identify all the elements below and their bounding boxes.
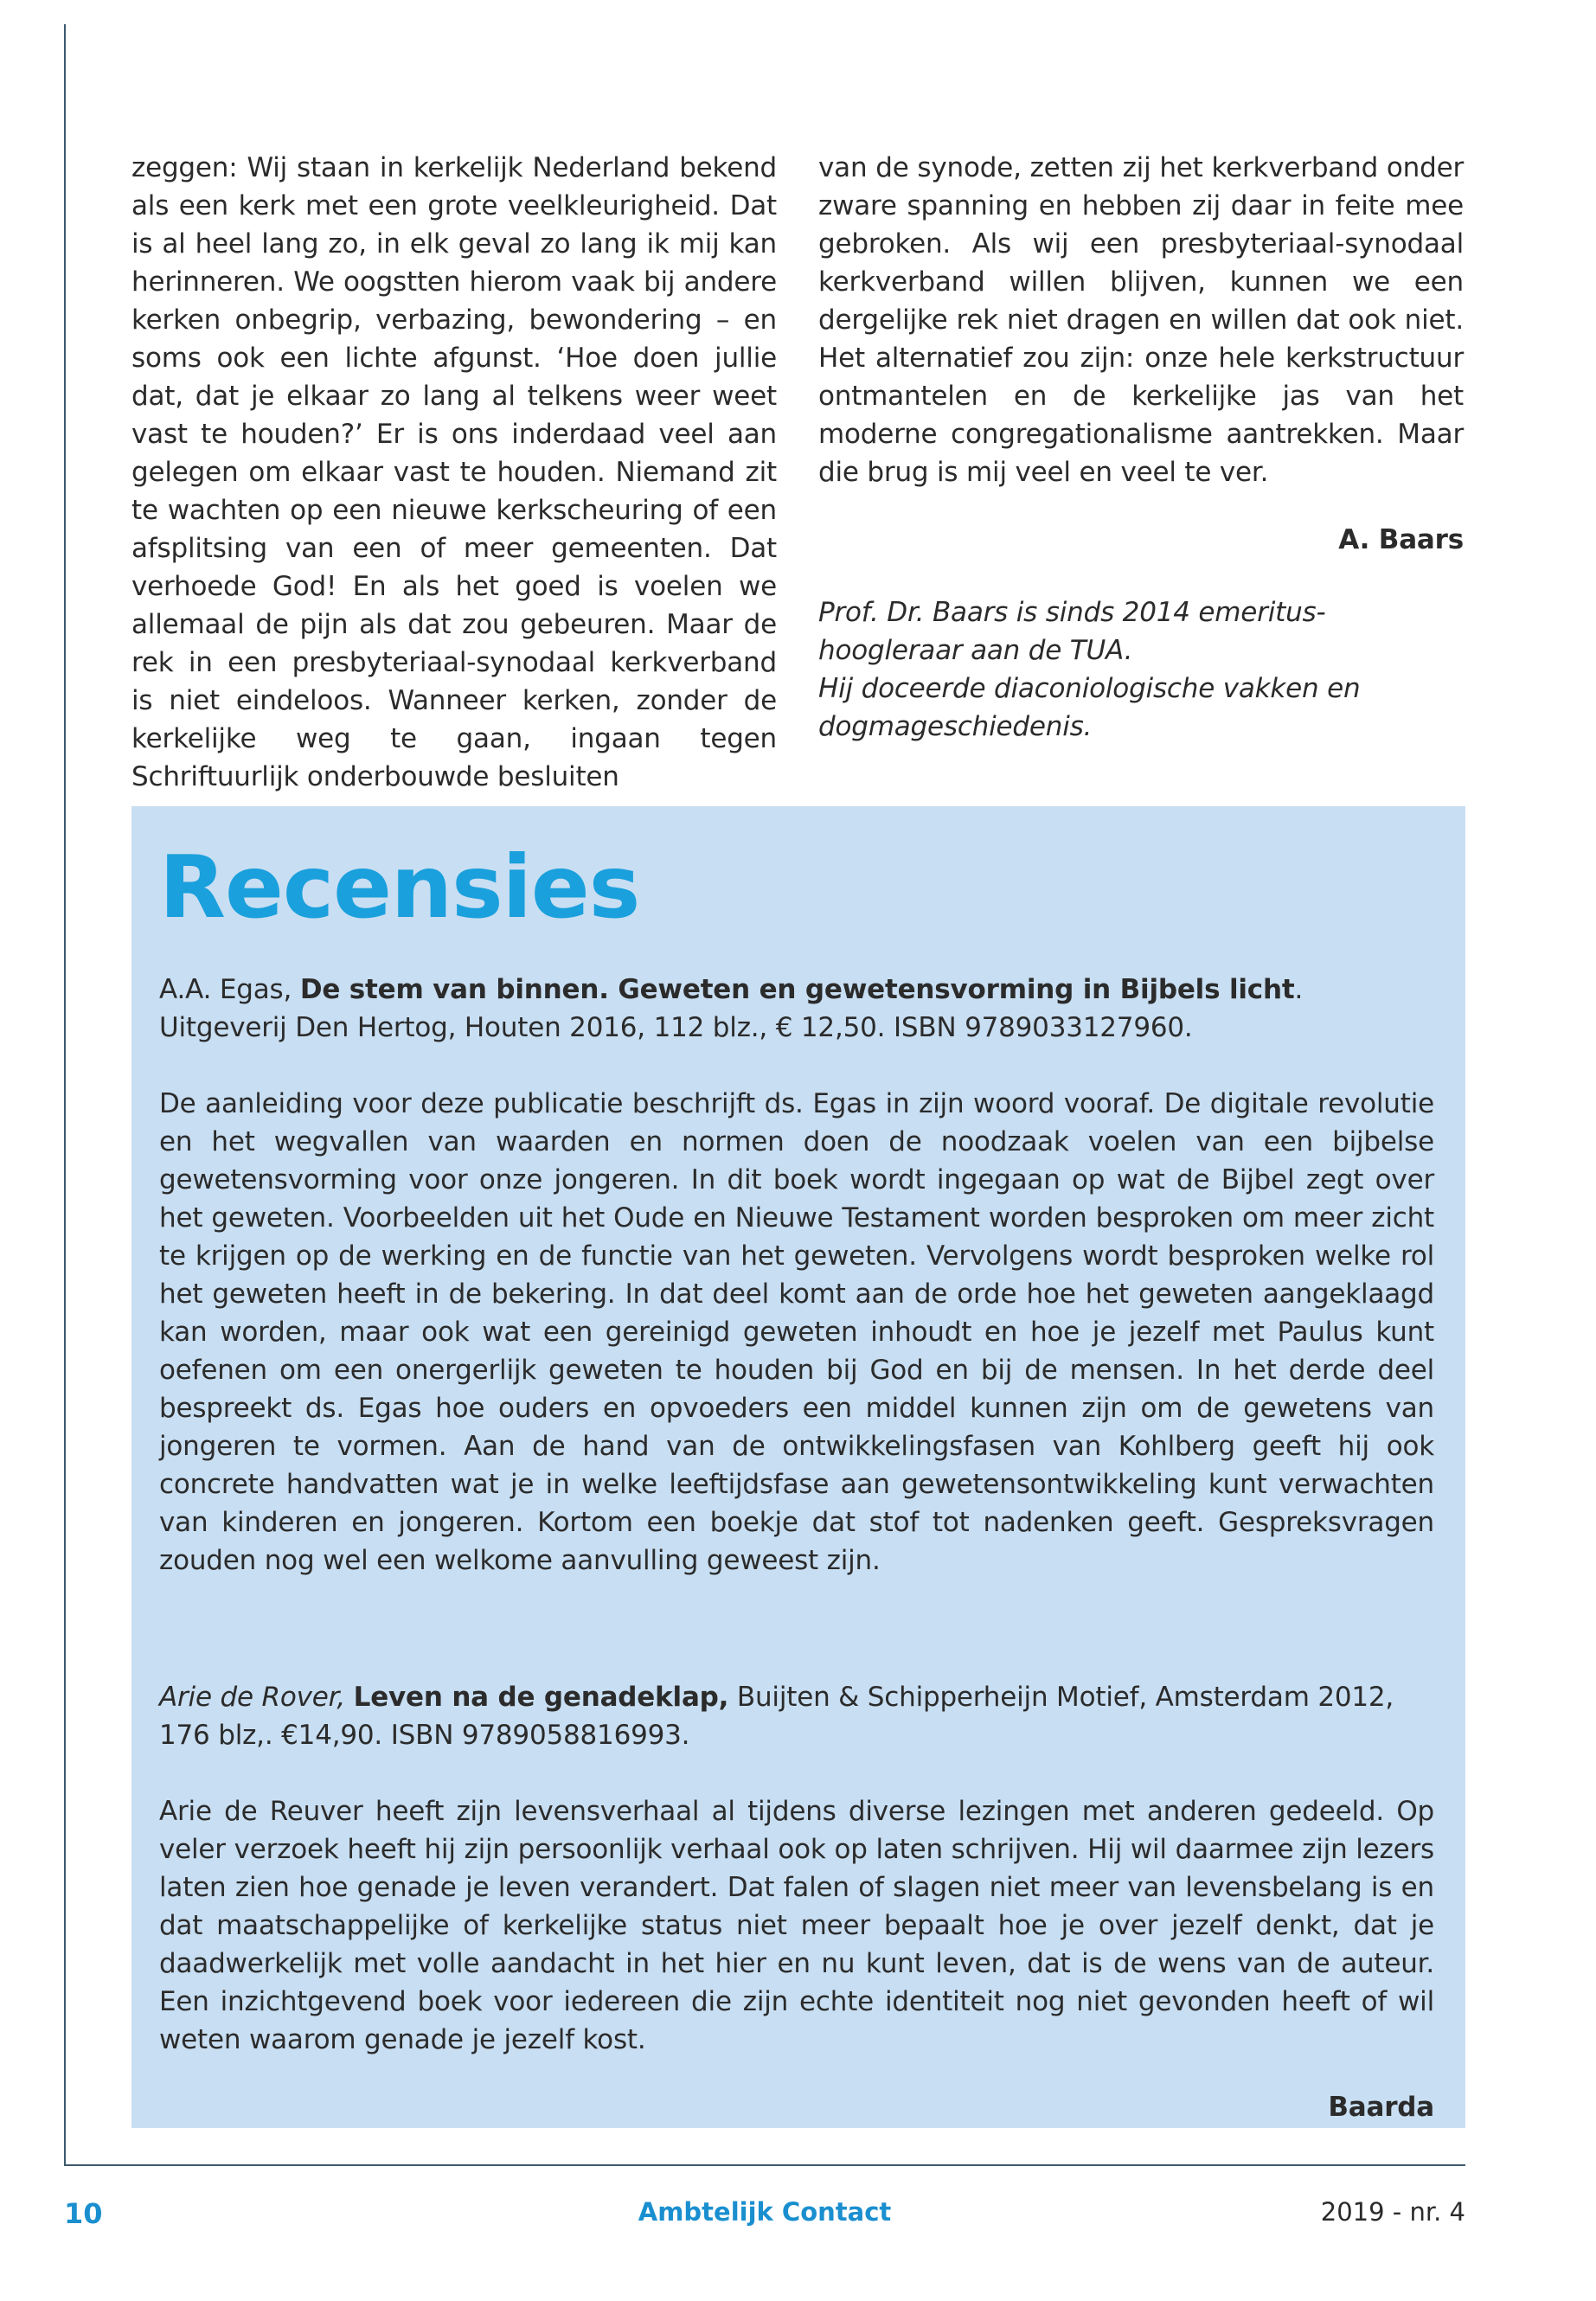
- article-paragraph: zeggen: Wij staan in kerkelijk Nederland bekend als een kerk met een grote veelkleurigheid. Dat is al heel lang zo, in elk geval zo lang ik mij kan herinneren. We oogstten hierom vaak bij andere kerken onbegrip, verbazing, bewondering – en soms ook een lichte afgunst. ‘Hoe doen jullie dat, dat je elkaar zo lang al telkens weer weet vast te houden?’ Er is ons inderdaad veel aan gelegen om elkaar vast te houden. Niemand zit te wachten op een nieuwe kerkscheuring of een afsplitsing van een of meer gemeenten. Dat verhoede God! En als het goed is voelen we allemaal de pijn als dat zou gebeuren. Maar de rek in een presbyteriaal-synodaal kerkverband is niet eindeloos. Wanneer kerken, zonder de kerkelijke weg te gaan, ingaan tegen Schriftuurlijk onderbouwde besluiten: [131, 152, 777, 792]
- reviews-content: [159, 806, 1434, 2126]
- reviewer-signature: Baarda: [1328, 2092, 1434, 2123]
- page-footer: [64, 2197, 1465, 2232]
- author-signature: A. Baars: [1338, 524, 1464, 555]
- page-number: 10: [64, 2197, 103, 2230]
- review-body: De aanleiding voor deze publicatie beschrijft ds. Egas in zijn woord vooraf. De digitale revolutie en het wegvallen van waarden en normen doen de noodzaak voelen van een bijbelse gewetensvorming voor onze jongeren. In dit boek wordt ingegaan op wat de Bijbel zegt over het geweten. Voorbeelden uit het Oude en Nieuwe Testament worden besproken om meer zicht te krijgen op de werking en de functie van het geweten. Vervolgens wordt besproken welke rol het geweten heeft in de bekering. In dat deel komt aan de orde hoe het geweten aangeklaagd kan worden, maar ook wat een gereinigd geweten inhoudt en hoe je jezelf met Paulus kunt oefenen om een onergerlijk geweten te houden bij God en bij de mensen. In het derde deel bespreekt ds. Egas hoe ouders en opvoeders een middel kunnen zijn om de gewetens van jongeren te vormen. Aan de hand van de ontwikkelingsfasen van Kohlberg geeft hij ook concrete handvatten wat je in welke leeftijdsfase aan gewetensontwikkeling kunt verwachten van kinderen en jongeren. Kortom een boekje dat stof tot nadenken geeft. Gespreksvragen zouden nog wel een welkome aanvulling geweest zijn.: [159, 1088, 1434, 1576]
- article-left-column: [131, 149, 777, 796]
- book-reference: [159, 971, 1434, 1047]
- margin-rule-vertical: [64, 24, 66, 2166]
- reviews-box: [131, 806, 1465, 2128]
- journal-name: Ambtelijk Contact: [638, 2197, 892, 2227]
- book-title: Leven na de genadeklap,: [353, 1682, 729, 1713]
- reviews-heading: Recensies: [159, 836, 640, 938]
- book-title: De stem van binnen. Geweten en gewetensvorming in Bijbels licht: [299, 974, 1295, 1005]
- article-columns: [131, 149, 1465, 792]
- issue-number: 2019 - nr. 4: [1320, 2197, 1465, 2227]
- article-paragraph: van de synode, zetten zij het kerkverband onder zware spanning en hebben zij daar in feite mee gebroken. Als wij een presbyteriaal-synodaal kerkverband willen blijven, kunnen we een dergelijke rek niet dragen en willen dat ook niet. Het alternatief zou zijn: onze hele kerkstructuur ontmantelen en de kerkelijke jas van het moderne congregationalisme aantrekken. Maar die brug is mij veel en veel te ver.: [818, 152, 1464, 488]
- book-reference: [159, 1678, 1434, 1754]
- author-bio: [818, 593, 1464, 746]
- article-right-column: [818, 149, 1464, 746]
- author-bio-line: Prof. Dr. Baars is sinds 2014 emeritus-hoogleraar aan de TUA.: [818, 597, 1326, 666]
- review-body: Arie de Reuver heeft zijn levensverhaal al tijdens diverse lezingen met anderen gedeeld. Op veler verzoek heeft hij zijn persoonlijk verhaal ook op laten schrijven. Hij wil daarmee zijn lezers laten zien hoe genade je leven verandert. Dat falen of slagen niet meer van levensbelang is en dat maatschappelijke of kerkelijke status niet meer bepaalt hoe je over jezelf denkt, dat je daadwerkelijk met volle aandacht in het hier en nu kunt leven, dat is de wens van de auteur. Een inzichtgevend boek voor iedereen die zijn echte identiteit nog niet gevonden heeft of wil weten waarom genade je jezelf kost.: [159, 1796, 1434, 2055]
- book-author: A.A. Egas,: [159, 974, 300, 1005]
- book-details: Buijten & Schipperheijn Motief, Amsterdam 2012, 176 blz,. €14,90. ISBN 9789058816993.: [159, 1682, 1394, 1751]
- margin-rule-horizontal: [64, 2164, 1465, 2166]
- author-bio-line: Hij doceerde diaconiologische vakken en dogmageschiedenis.: [818, 673, 1361, 742]
- book-author: Arie de Rover,: [159, 1682, 354, 1713]
- book-details: . Uitgeverij Den Hertog, Houten 2016, 112 blz., € 12,50. ISBN 9789033127960.: [159, 974, 1304, 1043]
